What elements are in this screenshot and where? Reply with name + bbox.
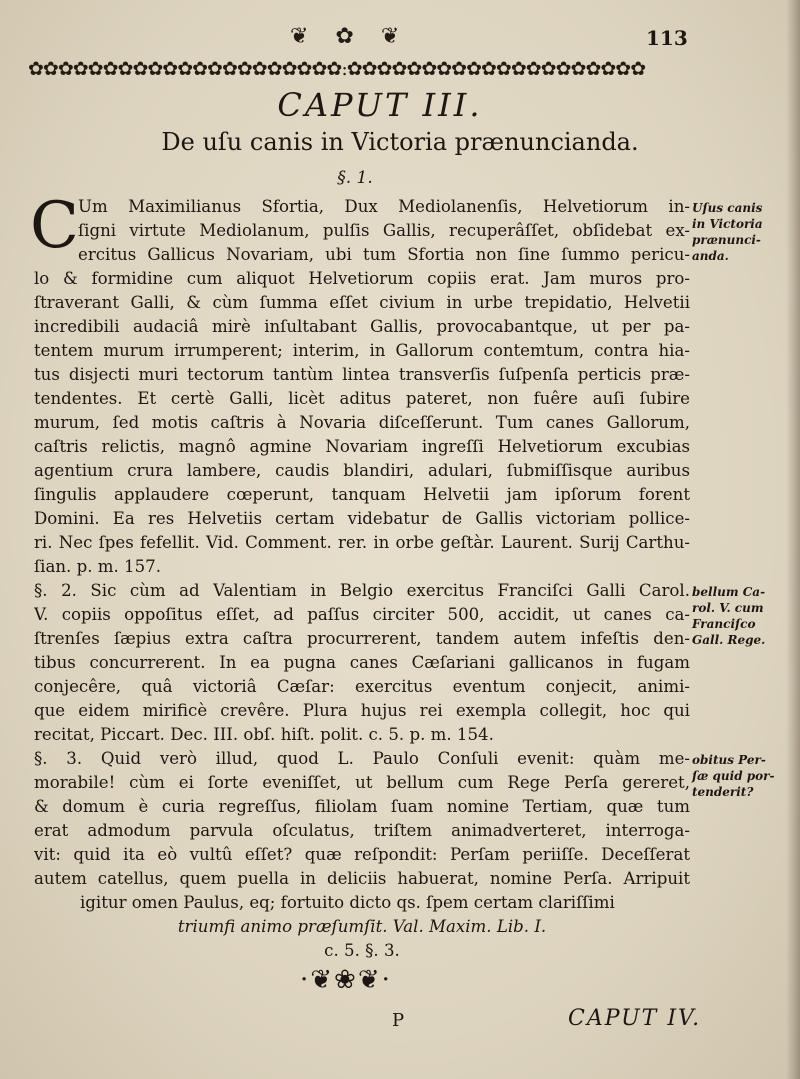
text-line: autem catellus, quem puella in deliciis habuerat, nomine Perſa. Arripuit [34, 869, 690, 888]
text-line: ſigni virtute Mediolanum, pulſis Gallis, recuperâſſet, obſidebat ex- [78, 221, 690, 240]
text-line: ſingulis applaudere cœperunt, tanquam Helvetii jam ipſorum forent [34, 485, 690, 504]
chapter-subtitle: De uſu canis in Victoria prænuncianda. [161, 128, 639, 156]
margin-note-line: Gall. Rege. [692, 633, 766, 647]
text-line: caſtris relictis, magnô agmine Novariam ingreſſi Helvetiorum excubias [34, 437, 690, 456]
margin-note-line: in Victoria [692, 217, 763, 231]
catchword: CAPUT IV. [568, 1006, 702, 1031]
tailpiece-ornament: ·❦❀❦· [300, 965, 392, 995]
margin-note-line: ſæ quid por- [692, 769, 775, 783]
margin-note-3 [692, 752, 796, 800]
margin-note-line: Franciſco [692, 617, 756, 631]
chapter-title: CAPUT III. [277, 86, 483, 124]
text-line: tus disjecti muri tectorum tantùm lintea transverſis ſuſpenſa perticis præ- [34, 365, 690, 384]
ornamental-band: ✿✿✿✿✿✿✿✿✿✿✿✿✿✿✿✿✿✿✿✿✿:✿✿✿✿✿✿✿✿✿✿✿✿✿✿✿✿✿✿✿✿ [28, 58, 646, 80]
text-line: conjecêre, quâ victoriâ Cæſar: exercitus eventum conjecit, animi- [34, 677, 690, 696]
text-line: tentem murum irrumperent; interim, in Gallorum contemtum, contra hia- [34, 341, 690, 360]
text-line: V. copiis oppoſitus eſſet, ad paſſus circiter 500, accidit, ut canes ca- [34, 605, 690, 624]
text-line: ſtrenſes ſæpius extra caſtra procurrerent, tandem autem infeſtis den- [34, 629, 690, 648]
text-line: agentium crura lambere, caudis blandiri, adulari, ſubmiſſisque auribus [34, 461, 690, 480]
signature-mark: P [392, 1010, 405, 1031]
text-line: Domini. Ea res Helvetiis certam videbatur de Gallis victoriam pollice- [34, 509, 690, 528]
text-line: triumfi animo præſumſit. Val. Maxim. Lib. I. [177, 917, 547, 936]
margin-note-line: Uſus canis [692, 201, 763, 215]
text-line: ercitus Gallicus Novariam, ubi tum Sfortia non ſine ſummo pericu- [78, 245, 690, 264]
page-binding-shadow [786, 0, 800, 1079]
margin-note-line: rol. V. cum [692, 601, 764, 615]
drop-cap: C [30, 189, 79, 263]
text-line: ri. Nec ſpes fefellit. Vid. Comment. rer. in orbe geſtàr. Laurent. Surij Carthu- [34, 533, 690, 552]
text-line: c. 5. §. 3. [324, 941, 400, 960]
text-line: ſtraverant Galli, & cùm ſumma eſſet civium in urbe trepidatio, Helvetii [34, 293, 690, 312]
text-line: que eidem mirificè crevêre. Plura hujus rei exempla collegit, hoc qui [34, 701, 690, 720]
text-line: lo & formidine cum aliquot Helvetiorum copiis erat. Jam muros pro- [34, 269, 690, 288]
text-line: igitur omen Paulus, eq; fortuito dicto qs. ſpem certam clariſſimi [80, 893, 615, 912]
text-line: Um Maximilianus Sfortia, Dux Mediolanenſis, Helvetiorum in- [78, 197, 690, 216]
text-line: tendentes. Et certè Galli, licèt aditus pateret, non fuêre auſi ſubire [34, 389, 690, 408]
text-line: morabile! cùm ei ſorte eveniſſet, ut bellum cum Rege Perſa gereret, [34, 773, 690, 792]
margin-note-line: tenderit? [692, 785, 754, 799]
text-line: murum, ſed motis caſtris à Novaria diſceſſerunt. Tum canes Gallorum, [34, 413, 690, 432]
text-line: incredibili audaciâ mirè inſultabant Gallis, provocabantque, ut per pa- [34, 317, 690, 336]
page-number: 113 [646, 26, 688, 50]
text-line: & domum è curia regreſſus, filiolam ſuam nomine Tertiam, quæ tum [34, 797, 690, 816]
text-line: ſian. p. m. 157. [34, 557, 161, 576]
text-line: §. 3. Quid verò illud, quod L. Paulo Conſuli evenit: quàm me- [34, 749, 690, 768]
margin-note-line: obitus Per- [692, 753, 766, 767]
text-line: §. 2. Sic cùm ad Valentiam in Belgio exercitus Franciſci Galli Carol. [34, 581, 690, 600]
text-line: recitat, Piccart. Dec. III. obſ. hiſt. polit. c. 5. p. m. 154. [34, 725, 494, 744]
margin-note-line: bellum Ca- [692, 585, 766, 599]
margin-note-line: anda. [692, 249, 729, 263]
section-mark: §. 1. [337, 168, 373, 188]
margin-note-line: prænunci- [692, 233, 761, 247]
header-ornament: ❦ ✿ ❦ [290, 24, 410, 49]
margin-note-2 [692, 584, 796, 648]
text-line: erat admodum parvula oſculatus, triſtem animadverteret, interroga- [34, 821, 690, 840]
text-line: vit: quid ita eò vultû eſſet? quæ reſpondit: Perſam periiſſe. Deceſſerat [34, 845, 690, 864]
margin-note-1 [692, 200, 796, 264]
text-line: tibus concurrerent. In ea pugna canes Cæſariani gallicanos in fugam [34, 653, 690, 672]
